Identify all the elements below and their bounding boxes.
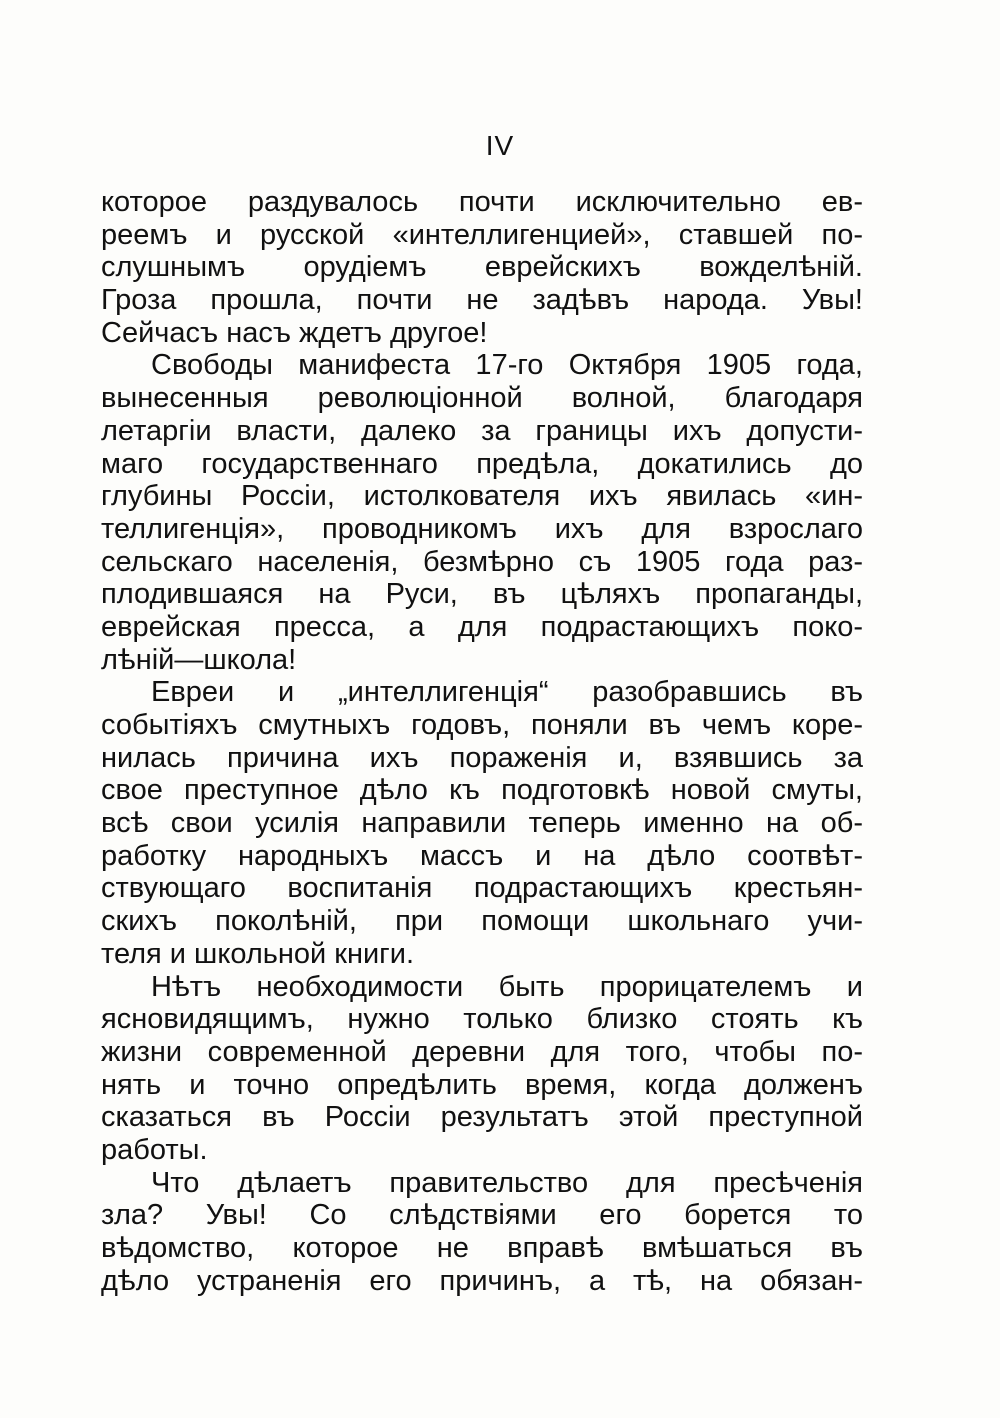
paragraph-5	[101, 1167, 863, 1298]
text-line: летаргіи власти, далеко за границы ихъ допусти-	[101, 414, 863, 447]
text-line: Сейчасъ насъ ждетъ другое!	[101, 316, 488, 349]
text-line: еврейская пресса, а для подрастающихъ поко-	[101, 610, 863, 643]
text-line: жизни современной деревни для того, чтобы по-	[101, 1035, 863, 1068]
text-line: вынесенныя революціонной волной, благодаря	[101, 382, 863, 415]
text-line: сказаться въ Россіи результатъ этой преступной	[101, 1101, 863, 1134]
text-line: скихъ поколѣній, при помощи школьнаго учи-	[101, 905, 863, 938]
paragraph-3	[101, 676, 863, 970]
paragraph-4	[101, 971, 863, 1167]
text-line: Нѣтъ необходимости быть прорицателемъ и	[151, 970, 863, 1003]
text-line: работы.	[101, 1133, 208, 1166]
text-line: глубины Россіи, истолкователя ихъ явилась «ин-	[101, 480, 863, 513]
text-line: плодившаяся на Руси, въ цѣляхъ пропаганды,	[101, 578, 863, 611]
text-line: ствующаго воспитанія подрастающихъ крестьян-	[101, 872, 863, 905]
text-line: теллигенція», проводникомъ ихъ для взрослаго	[101, 512, 863, 545]
text-line: всѣ свои усилія направили теперь именно на об-	[101, 807, 863, 840]
paragraph-1	[101, 186, 863, 349]
body-text	[101, 186, 863, 1297]
text-line: Свободы манифеста 17-го Октября 1905 года,	[151, 349, 863, 382]
text-line: свое преступное дѣло къ подготовкѣ новой смуты,	[101, 774, 863, 807]
text-line: нять и точно опредѣлить время, когда долженъ	[101, 1068, 863, 1101]
text-line: реемъ и русской «интеллигенцией», ставшей по-	[101, 218, 863, 251]
text-line: зла? Увы! Со слѣдствіями его борется то	[101, 1199, 863, 1232]
text-line: которое раздувалось почти исключительно ев-	[101, 186, 863, 218]
text-line: Гроза прошла, почти не задѣвъ народа. Увы!	[101, 284, 863, 317]
text-line: событіяхъ смутныхъ годовъ, поняли въ чемъ коре-	[101, 709, 863, 741]
text-line: Евреи и „интеллигенція“ разобравшись въ	[151, 676, 863, 709]
text-line: Что дѣлаетъ правительство для пресѣченія	[151, 1166, 863, 1199]
text-line: маго государственнаго предѣла, докатились до	[101, 447, 863, 480]
paragraph-2	[101, 349, 863, 676]
text-line: ясновидящимъ, нужно только близко стоять къ	[101, 1003, 863, 1036]
page-number: IV	[485, 130, 515, 161]
text-line: сельскаго населенія, безмѣрно съ 1905 года раз-	[101, 545, 863, 578]
text-line: работку народныхъ массъ и на дѣло соотвѣт-	[101, 839, 863, 872]
text-line: вѣдомство, которое не вправѣ вмѣшаться въ	[101, 1232, 863, 1264]
text-line: теля и школьной книги.	[101, 937, 414, 970]
text-line: нилась причина ихъ пораженія и, взявшись за	[101, 741, 863, 774]
text-line: лѣній—школа!	[101, 643, 297, 676]
text-line: слушнымъ орудіемъ еврейскихъ вожделѣній.	[101, 251, 863, 284]
text-line: дѣло устраненія его причинъ, а тѣ, на обязан-	[101, 1264, 863, 1297]
